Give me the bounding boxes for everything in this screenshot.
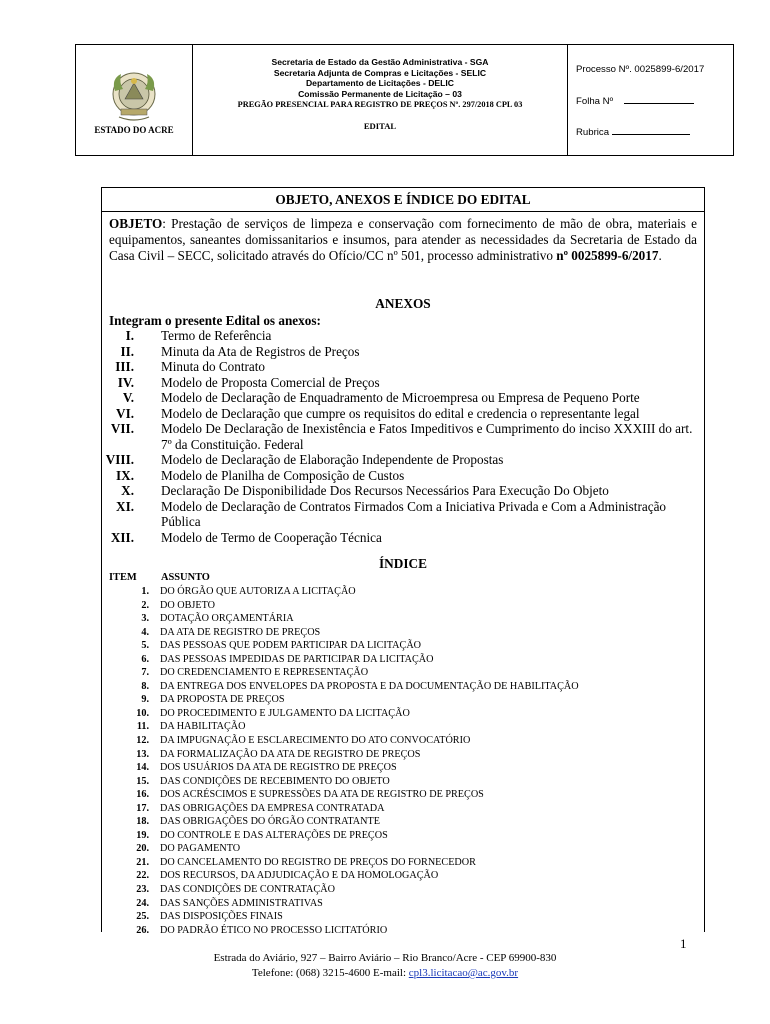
indice-item	[102, 924, 702, 938]
anexo-number: I.	[125, 328, 134, 343]
anexo-text: Modelo de Planilha de Composição de Custos	[161, 467, 405, 483]
indice-item	[102, 829, 702, 843]
indice-item	[102, 585, 702, 599]
indice-item-subject: DO PROCEDIMENTO E JULGAMENTO DA LICITAÇÃO	[160, 707, 410, 719]
indice-item-number: 5.	[141, 640, 149, 652]
agency-line: Departamento de Licitações - DELIC	[305, 78, 455, 88]
indice-item	[102, 599, 702, 613]
indice-item	[102, 707, 702, 721]
indice-item-number: 12.	[136, 735, 149, 747]
indice-item-subject: DA PROPOSTA DE PREÇOS	[160, 694, 285, 706]
anexo-number: IX.	[116, 467, 134, 483]
anexo-text: Minuta da Ata de Registros de Preços	[161, 343, 360, 359]
anexo-number: X.	[121, 483, 134, 498]
anexos-heading: ANEXOS	[375, 296, 431, 311]
rubrica-field	[576, 127, 733, 138]
indice-item	[102, 883, 702, 897]
anexo-number: II.	[120, 343, 134, 359]
indice-item	[102, 775, 702, 789]
anexo-text: Modelo de Declaração que cumpre os requisitos do edital e credencia o representante legal	[161, 405, 640, 421]
anexo-item	[102, 530, 702, 546]
anexo-number: VIII.	[105, 452, 134, 467]
indice-item	[102, 693, 702, 707]
indice-item-number: 24.	[136, 897, 149, 909]
anexo-number: VI.	[116, 405, 134, 421]
anexo-item	[102, 375, 702, 391]
anexo-item	[102, 468, 702, 484]
indice-item-number: 6.	[141, 653, 149, 665]
indice-item-number: 23.	[136, 884, 149, 896]
folha-field	[576, 96, 733, 107]
indice-item-number: 20.	[136, 843, 149, 855]
indice-item-subject: DA FORMALIZAÇÃO DA ATA DE REGISTRO DE PREÇOS	[160, 748, 421, 760]
indice-item-subject: DAS SANÇÕES ADMINISTRATIVAS	[160, 897, 323, 909]
indice-item	[102, 761, 702, 775]
anexos-intro: Integram o presente Edital os anexos:	[109, 313, 321, 328]
indice-item-subject: DA HABILITAÇÃO	[160, 721, 246, 733]
anexo-text: Termo de Referência	[161, 328, 272, 343]
agency-line: Secretaria Adjunta de Compras e Licitações - SELIC	[273, 67, 487, 78]
indice-item	[102, 897, 702, 911]
indice-item-subject: DO PAGAMENTO	[160, 843, 241, 855]
indice-item-subject: DAS OBRIGAÇÕES DO ÓRGÃO CONTRATANTE	[160, 816, 380, 828]
anexo-item	[102, 328, 702, 344]
title-divider	[102, 211, 704, 212]
indice-item	[102, 653, 702, 667]
folha-blank	[624, 103, 694, 104]
indice-item-subject: DAS PESSOAS IMPEDIDAS DE PARTICIPAR DA LICITAÇÃO	[160, 653, 434, 665]
agency-line: Comissão Permanente de Licitação – 03	[298, 88, 462, 99]
footer-address: Estrada do Aviário, 927 – Bairro Aviário – Rio Branco/Acre - CEP 69900-830	[213, 952, 557, 964]
objeto-paragraph	[109, 216, 697, 264]
objeto-end: .	[658, 248, 662, 263]
folha-label: Folha Nº	[576, 96, 614, 107]
indice-item-number: 2.	[141, 599, 149, 611]
anexo-item	[102, 359, 702, 375]
indice-item-number: 14.	[136, 762, 149, 774]
anexo-number: IV.	[117, 374, 134, 390]
anexo-item	[102, 406, 702, 422]
anexo-item	[102, 483, 702, 499]
page-number: 1	[680, 936, 687, 951]
header-agency-cell	[193, 45, 568, 155]
rubrica-label: Rubrica	[576, 127, 610, 138]
document-header	[75, 44, 734, 156]
anexo-item	[102, 421, 702, 452]
rubrica-blank	[612, 134, 690, 135]
anexo-text: Declaração De Disponibilidade Dos Recursos Necessários Para Execução Do Objeto	[161, 483, 609, 498]
anexo-item	[102, 390, 702, 406]
indice-item-number: 4.	[141, 626, 149, 638]
indice-col-assunto: ASSUNTO	[161, 572, 210, 583]
objeto-processo: nº 0025899-6/2017	[556, 248, 659, 263]
anexo-number: III.	[115, 359, 134, 374]
indice-item-subject: DOS RECURSOS, DA ADJUDICAÇÃO E DA HOMOLOGAÇÃO	[160, 870, 439, 882]
indice-item	[102, 815, 702, 829]
anexo-number: XI.	[116, 498, 134, 514]
indice-item-subject: DOTAÇÃO ORÇAMENTÁRIA	[160, 613, 294, 625]
indice-item-number: 19.	[136, 829, 149, 841]
objeto-label: OBJETO	[109, 216, 163, 231]
footer-email-link[interactable]: cpl3.licitacao@ac.gov.br	[408, 967, 519, 979]
indice-item-number: 17.	[136, 802, 149, 814]
indice-item	[102, 748, 702, 762]
indice-item-subject: DA IMPUGNAÇÃO E ESCLARECIMENTO DO ATO CONVOCATÓRIO	[160, 735, 471, 747]
indice-item-subject: DA ENTREGA DOS ENVELOPES DA PROPOSTA E DA DOCUMENTAÇÃO DE HABILITAÇÃO	[160, 680, 579, 692]
indice-item-subject: DAS CONDIÇÕES DE CONTRATAÇÃO	[160, 884, 335, 896]
indice-item-subject: DA ATA DE REGISTRO DE PREÇOS	[160, 626, 321, 638]
state-label: ESTADO DO ACRE	[94, 125, 174, 135]
indice-item-subject: DAS PESSOAS QUE PODEM PARTICIPAR DA LICITAÇÃO	[160, 640, 422, 652]
indice-item-subject: DAS CONDIÇÕES DE RECEBIMENTO DO OBJETO	[160, 775, 390, 787]
indice-item-subject: DAS OBRIGAÇÕES DA EMPRESA CONTRATADA	[160, 802, 385, 814]
anexo-text: Minuta do Contrato	[161, 359, 266, 374]
indice-item	[102, 842, 702, 856]
indice-item-subject: DO CONTROLE E DAS ALTERAÇÕES DE PREÇOS	[160, 829, 388, 841]
anexo-number: XII.	[110, 529, 134, 545]
indice-item-subject: DO OBJETO	[160, 599, 215, 611]
indice-item	[102, 788, 702, 802]
indice-item	[102, 680, 702, 694]
header-logo-cell	[76, 45, 193, 155]
header-process-cell	[568, 45, 733, 155]
anexo-number: VII.	[110, 421, 134, 436]
indice-item	[102, 639, 702, 653]
indice-item	[102, 720, 702, 734]
anexo-text: Modelo de Proposta Comercial de Preços	[161, 374, 380, 390]
anexo-item	[102, 344, 702, 360]
indice-item	[102, 626, 702, 640]
agency-line: Secretaria de Estado da Gestão Administrativa - SGA	[271, 57, 489, 67]
indice-item-subject: DAS DISPOSIÇÕES FINAIS	[160, 911, 283, 923]
indice-item-number: 1.	[141, 586, 149, 597]
indice-col-item: ITEM	[109, 572, 137, 583]
anexo-text: Modelo de Declaração de Contratos Firmados Com a Iniciativa Privada e Com a Administração Pública	[161, 498, 667, 529]
footer-phone: Telefone: (068) 3215-4600 E-mail:	[251, 967, 409, 979]
anexo-item	[102, 499, 702, 530]
indice-item-subject: DO ÓRGÃO QUE AUTORIZA A LICITAÇÃO	[160, 586, 356, 597]
section-title: OBJETO, ANEXOS E ÍNDICE DO EDITAL	[275, 192, 531, 207]
indice-list	[102, 585, 702, 937]
indice-item-number: 15.	[136, 775, 149, 787]
indice-item-number: 22.	[136, 870, 149, 882]
indice-item-number: 18.	[136, 816, 149, 828]
indice-item-subject: DO CANCELAMENTO DO REGISTRO DE PREÇOS DO FORNECEDOR	[160, 856, 476, 868]
indice-item-number: 26.	[136, 924, 149, 936]
anexo-text: Modelo de Termo de Cooperação Técnica	[161, 529, 382, 545]
process-number: Processo Nº. 0025899-6/2017	[576, 64, 705, 75]
anexo-text: Modelo De Declaração de Inexistência e Fatos Impeditivos e Cumprimento do inciso XXXIII do art. 7º da Constituição. Federal	[161, 421, 693, 452]
anexos-list	[102, 328, 702, 545]
anexo-number: V.	[122, 390, 134, 405]
anexo-item	[102, 452, 702, 468]
indice-item-number: 25.	[136, 911, 149, 923]
indice-item-number: 9.	[141, 694, 149, 706]
objeto-text: : Prestação de serviços de limpeza e conservação com fornecimento de mão de obra, materiais e equipamentos, saneantes domissanitarios e insumos, para atender as necessidades da Secretaria de Estado da Casa Civil – SECC, solicitado através do Ofício/CC nº 501, processo administrativo	[109, 216, 697, 263]
indice-item-subject: DOS USUÁRIOS DA ATA DE REGISTRO DE PREÇOS	[160, 762, 397, 774]
content-box	[101, 187, 705, 936]
indice-item-number: 8.	[141, 680, 149, 692]
indice-item	[102, 802, 702, 816]
indice-column-headers	[109, 572, 210, 583]
indice-item-number: 10.	[136, 707, 149, 719]
footer-contact	[0, 967, 770, 979]
indice-item	[102, 856, 702, 870]
anexo-text: Modelo de Declaração de Elaboração Independente de Propostas	[161, 452, 504, 467]
pregao-title: PREGÃO PRESENCIAL PARA REGISTRO DE PREÇOS Nº. 297/2018 CPL 03	[237, 100, 523, 109]
indice-heading: ÍNDICE	[378, 556, 428, 571]
indice-item-number: 21.	[136, 856, 149, 868]
indice-item-number: 11.	[136, 721, 149, 733]
indice-item	[102, 612, 702, 626]
indice-item-number: 3.	[141, 613, 149, 625]
indice-item	[102, 734, 702, 748]
indice-item-number: 16.	[136, 789, 149, 801]
indice-item-subject: DO CREDENCIAMENTO E REPRESENTAÇÃO	[160, 667, 369, 679]
indice-item-number: 13.	[136, 748, 149, 760]
indice-item	[102, 869, 702, 883]
indice-item-number: 7.	[141, 667, 149, 679]
anexo-text: Modelo de Declaração de Enquadramento de Microempresa ou Empresa de Pequeno Porte	[161, 390, 640, 405]
indice-item	[102, 666, 702, 680]
indice-item-subject: DOS ACRÉSCIMOS E SUPRESSÕES DA ATA DE REGISTRO DE PREÇOS	[160, 789, 484, 801]
indice-item	[102, 910, 702, 924]
edital-label: EDITAL	[363, 121, 397, 131]
acre-coat-of-arms-icon	[109, 69, 159, 123]
indice-item-subject: DO PADRÃO ÉTICO NO PROCESSO LICITATÓRIO	[160, 924, 388, 936]
